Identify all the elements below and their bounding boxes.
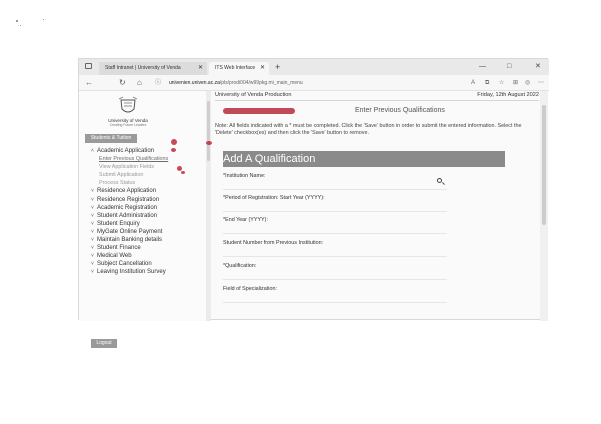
menu-maintain-banking-details[interactable] xyxy=(91,236,206,244)
menu-student-finance[interactable] xyxy=(91,244,206,252)
institution-name-field xyxy=(223,171,503,193)
menu-mygate-online-payment[interactable] xyxy=(91,228,206,236)
field-of-specialization-field xyxy=(223,284,503,306)
menu-label: Maintain Banking details xyxy=(97,237,163,244)
previous-student-number-input[interactable] xyxy=(223,248,447,257)
chevron-down-icon: ˅ xyxy=(91,237,94,244)
students-tuition-button[interactable]: Students & Tuition xyxy=(85,134,137,143)
menu-label: Academic Registration xyxy=(97,204,158,211)
menu-student-administration[interactable] xyxy=(91,212,206,220)
tab-strip xyxy=(79,59,549,75)
chevron-down-icon: ˅ xyxy=(91,261,94,268)
logo-subtitle: Creating Future Leaders xyxy=(109,123,147,127)
menu-label: Leaving Institution Survey xyxy=(97,269,166,276)
scrollbar-thumb[interactable] xyxy=(542,105,546,225)
pen-mark xyxy=(171,148,176,152)
url-host: univenien.univen.ac.za xyxy=(169,80,220,86)
chevron-down-icon: ˅ xyxy=(91,220,94,227)
chevron-down-icon: ˅ xyxy=(91,228,94,235)
menu-medical-web[interactable] xyxy=(91,252,206,260)
menu-residence-application[interactable] xyxy=(91,187,206,195)
window-menu-icon[interactable] xyxy=(85,63,92,69)
reload-icon[interactable]: ↻ xyxy=(119,78,126,87)
home-icon[interactable]: ⌂ xyxy=(137,78,142,87)
new-tab-icon[interactable]: + xyxy=(275,62,281,72)
qualification-field xyxy=(223,261,503,283)
redacted-student-name xyxy=(223,108,295,114)
pen-mark xyxy=(181,171,185,174)
logo-title: University of Venda xyxy=(108,118,148,123)
divider xyxy=(215,100,539,101)
close-window-icon[interactable]: ✕ xyxy=(535,63,541,70)
collections-icon[interactable]: ⊞ xyxy=(513,80,519,86)
url-field[interactable] xyxy=(169,78,469,88)
start-year-input[interactable] xyxy=(223,203,447,212)
menu-student-enquiry[interactable] xyxy=(91,220,206,228)
menu-view-application-fields[interactable]: View Application Fields xyxy=(99,164,155,171)
chevron-down-icon: ˅ xyxy=(91,204,94,211)
menu-process-status[interactable]: Process Status xyxy=(99,180,136,187)
close-tab-icon[interactable]: ✕ xyxy=(259,65,265,71)
browser-window xyxy=(78,58,548,346)
section-title: Add A Qualification xyxy=(223,153,316,165)
info-icon: ⓘ xyxy=(155,80,162,86)
add-qualification-header xyxy=(223,151,505,167)
more-menu-icon[interactable]: ⋯ xyxy=(538,80,544,86)
url-path: /pls/prodi004/w99pkg.mi_main_menu xyxy=(219,80,303,86)
read-aloud-icon[interactable]: A xyxy=(471,80,476,86)
institution-name-input[interactable] xyxy=(223,181,447,190)
scan-speck xyxy=(16,20,18,22)
field-label: *Institution Name: xyxy=(223,173,266,179)
favorite-star-icon[interactable]: ☆ xyxy=(499,80,505,86)
scan-speck xyxy=(20,25,21,26)
field-label: *Qualification: xyxy=(223,263,257,269)
menu-label: Medical Web xyxy=(97,253,132,260)
instructions-note: Note: All fields indicated with a * must be completed. Click the 'Save' button in order to submit the entered information. Select the 'Delete' checkbox(es) and then click the 'Save' button to remove. xyxy=(215,123,522,136)
maximize-icon[interactable]: □ xyxy=(507,63,512,70)
field-of-specialization-input[interactable] xyxy=(223,294,447,303)
menu-leaving-institution-survey[interactable] xyxy=(91,268,206,276)
menu-label: Residence Registration xyxy=(97,196,160,203)
qualification-input[interactable] xyxy=(223,271,447,280)
start-year-field xyxy=(223,193,503,215)
chevron-down-icon: ˅ xyxy=(91,245,94,252)
current-date: Friday, 12th August 2022 xyxy=(477,92,539,98)
search-icon[interactable] xyxy=(437,178,442,183)
menu-subject-cancellation[interactable] xyxy=(91,260,206,268)
sidebar-menu xyxy=(91,147,206,277)
minimize-icon[interactable]: — xyxy=(479,63,486,70)
tab-label: ITS Web Interface xyxy=(215,65,256,71)
main-content xyxy=(215,91,539,321)
menu-label: Residence Application xyxy=(97,188,157,195)
end-year-field xyxy=(223,215,503,237)
field-label: Field of Specialization: xyxy=(223,286,277,292)
close-tab-icon[interactable]: ✕ xyxy=(197,65,203,71)
tab-label: Staff Intranet | University of Venda xyxy=(105,65,181,71)
tab-its-web-interface[interactable] xyxy=(209,62,269,75)
extensions-icon[interactable]: ⧉ xyxy=(485,80,490,86)
chevron-down-icon: ˅ xyxy=(91,196,94,203)
university-crest-icon xyxy=(117,95,139,117)
menu-academic-application[interactable] xyxy=(91,147,206,155)
menu-enter-previous-qualifications[interactable]: Enter Previous Qualifications xyxy=(99,156,169,163)
field-label: *Period of Registration: Start Year (YYYY): xyxy=(223,195,325,201)
menu-label: Student Enquiry xyxy=(97,220,140,227)
end-year-input[interactable] xyxy=(223,225,447,234)
menu-submit-application[interactable]: Submit Application xyxy=(99,172,144,179)
menu-academic-registration[interactable] xyxy=(91,204,206,212)
sidebar xyxy=(79,91,206,346)
previous-student-number-field xyxy=(223,238,503,260)
tab-staff-intranet[interactable] xyxy=(99,62,207,75)
chevron-down-icon: ˅ xyxy=(91,253,94,260)
profile-icon[interactable]: ◎ xyxy=(525,80,531,86)
logout-button[interactable]: Logout xyxy=(91,339,117,348)
address-bar xyxy=(79,75,549,91)
menu-label: Subject Cancellation xyxy=(97,261,152,268)
pen-mark xyxy=(206,141,212,145)
chevron-down-icon: ˅ xyxy=(91,188,94,195)
pen-mark xyxy=(171,139,177,145)
menu-residence-registration[interactable] xyxy=(91,196,206,204)
menu-label: Student Finance xyxy=(97,245,141,252)
menu-label: MyGate Online Payment xyxy=(97,228,163,235)
chevron-down-icon: ˅ xyxy=(91,212,94,219)
production-title: University of Venda Production xyxy=(215,92,292,98)
menu-label: Student Administration xyxy=(97,212,158,219)
back-icon[interactable]: ← xyxy=(85,78,93,87)
field-label: Student Number from Previous Institution: xyxy=(223,240,324,246)
field-label: *End Year (YYYY): xyxy=(223,217,268,223)
page-title: Enter Previous Qualifications xyxy=(355,107,445,114)
menu-label: Academic Application xyxy=(97,148,155,154)
chevron-up-icon: ˄ xyxy=(91,148,94,154)
page-scrollbar[interactable] xyxy=(540,91,548,321)
scrollbar-thumb[interactable] xyxy=(207,101,210,161)
scan-speck xyxy=(43,19,44,20)
chevron-down-icon: ˅ xyxy=(91,269,94,276)
sidebar-scrollbar[interactable] xyxy=(206,91,211,321)
